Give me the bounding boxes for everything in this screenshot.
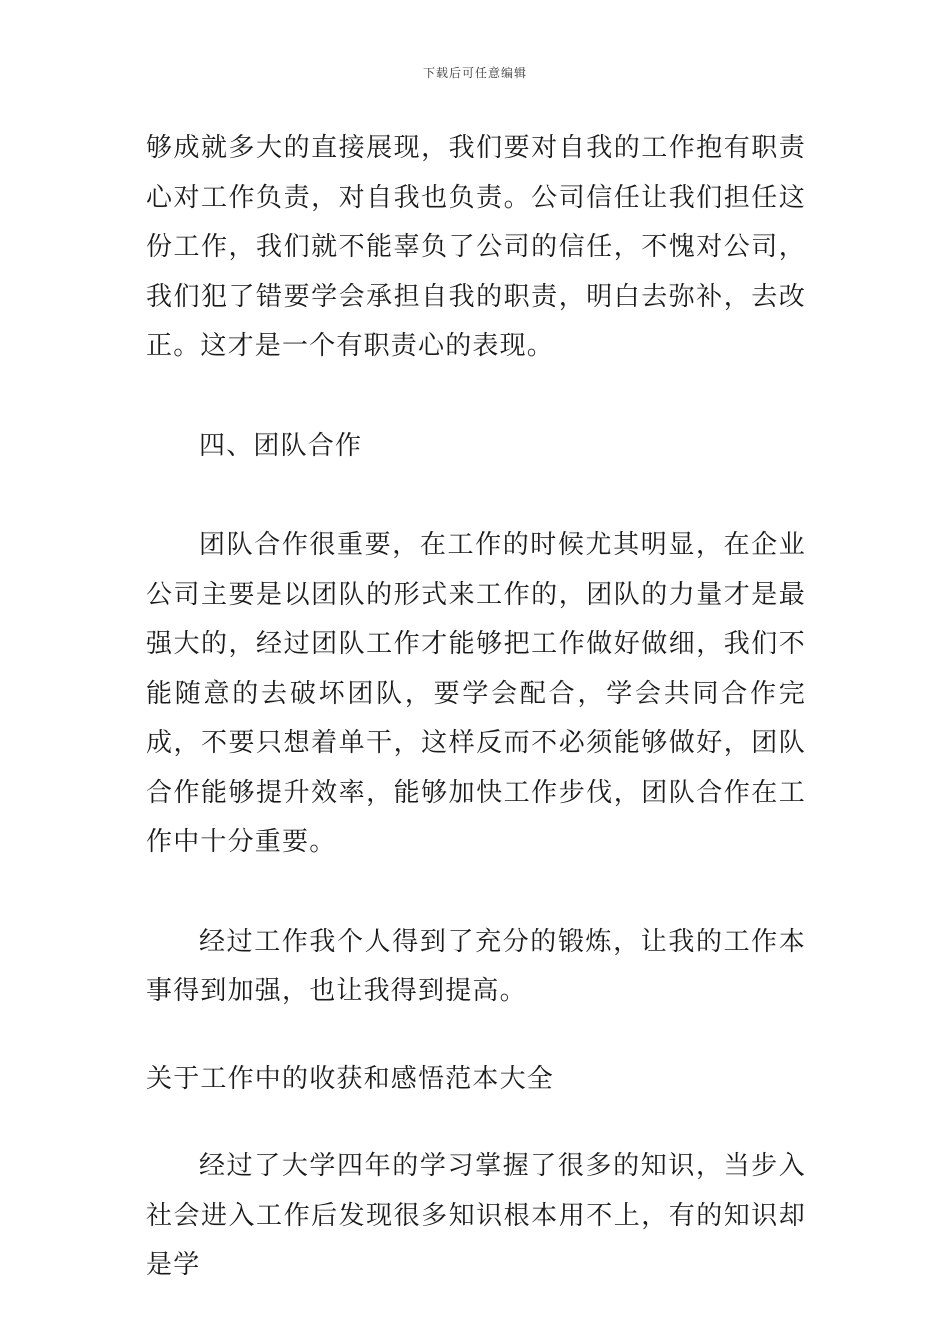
paragraph-responsibility-continued: 够成就多大的直接展现，我们要对自我的工作抱有职责心对工作负责，对自我也负责。公司信任让我们担任这份工作，我们就不能辜负了公司的信任，不愧对公司，我们犯了错要学会承担自我的职责，明白去弥补，去改正。这才是一个有职责心的表现。 bbox=[146, 133, 806, 361]
page-header: 下载后可任意编辑 bbox=[422, 66, 527, 80]
paragraph-teamwork: 团队合作很重要，在工作的时候尤其明显，在企业公司主要是以团队的形式来工作的，团队的力量才是最强大的，经过团队工作才能够把工作做好做细，我们不能随意的去破坏团队，要学会配合，学会共同合作完成，不要只想着单干，这样反而不必须能够做好，团队合作能够提升效率，能够加快工作步伐，团队合作在工作中十分重要。 bbox=[146, 530, 806, 857]
section-heading-teamwork: 四、团队合作 bbox=[199, 430, 363, 461]
document-title-gains-insights: 关于工作中的收获和感悟范本大全 bbox=[146, 1063, 555, 1094]
paragraph-university-knowledge: 经过了大学四年的学习掌握了很多的知识，当步入社会进入工作后发现很多知识根本用不上，有的知识却是学 bbox=[146, 1151, 806, 1280]
document-body bbox=[146, 124, 806, 1291]
paragraph-personal-growth: 经过工作我个人得到了充分的锻炼，让我的工作本事得到加强，也让我得到提高。 bbox=[146, 926, 806, 1006]
